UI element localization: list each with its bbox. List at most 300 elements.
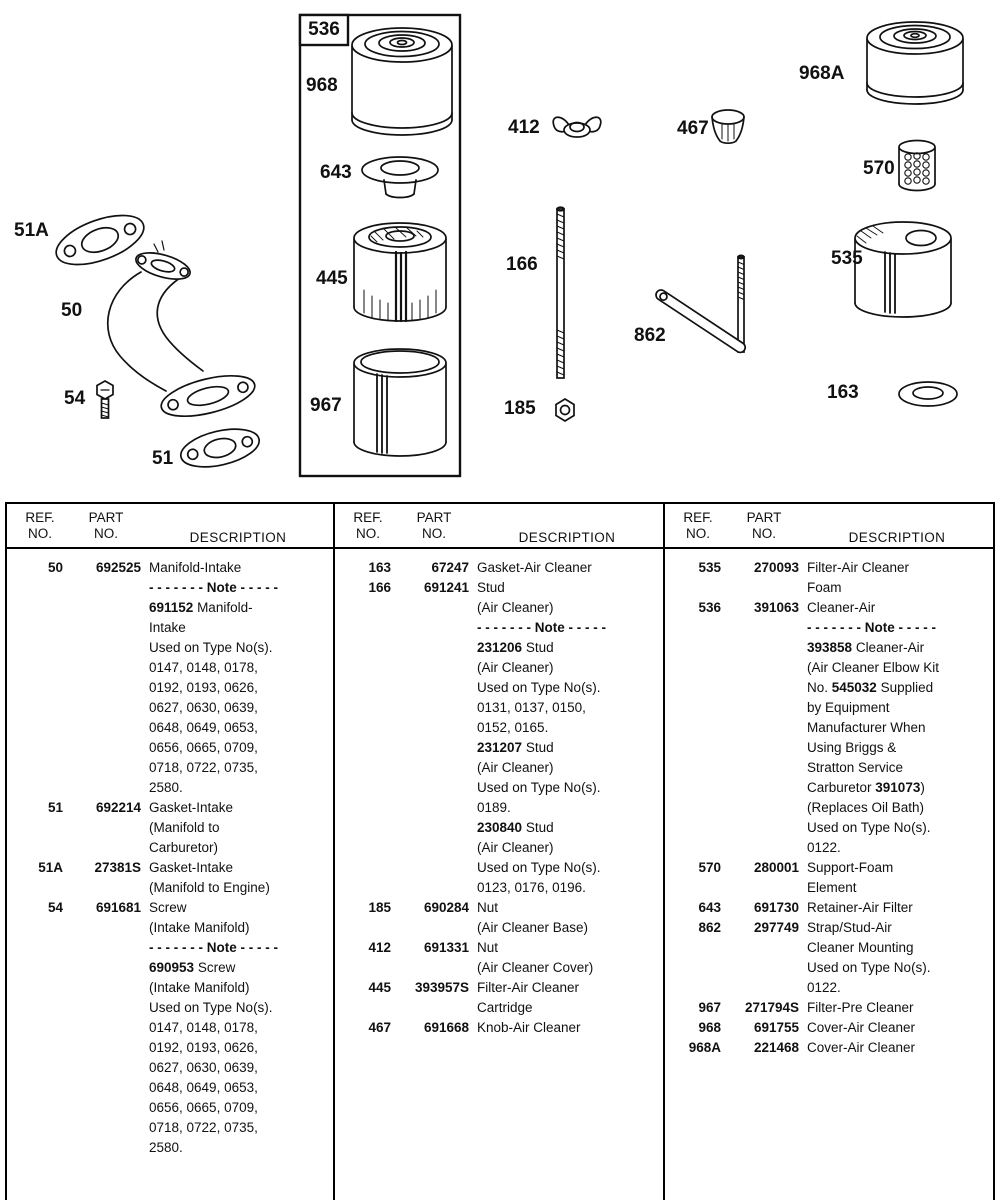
description-cell: Cleaner Mounting — [807, 940, 914, 955]
ref-no-cell — [675, 678, 721, 698]
description-cell: Screw — [149, 900, 187, 915]
ref-no-cell — [345, 638, 391, 658]
part-54-screw-drawing — [97, 381, 113, 418]
description-cell: (Intake Manifold) — [149, 980, 250, 995]
part-no-cell — [399, 658, 469, 678]
description-header: DESCRIPTION — [848, 530, 946, 545]
table-row — [665, 598, 993, 618]
part-no-cell — [729, 958, 799, 978]
ref-no-cell: 862 — [698, 920, 721, 935]
part-no-cell — [71, 598, 141, 618]
part-no-cell — [729, 798, 799, 818]
ref-no-cell — [17, 838, 63, 858]
description-cell: Used on Type No(s). — [807, 820, 931, 835]
ref-no-cell — [675, 618, 721, 638]
ref-no-cell — [675, 658, 721, 678]
part-no-cell — [71, 1038, 141, 1058]
table-row — [7, 798, 333, 818]
part-no-cell: 692214 — [95, 800, 141, 815]
description-cell: Filter-Air Cleaner — [807, 560, 910, 575]
callout-163: 163 — [827, 382, 859, 403]
ref-no-cell: 51 — [47, 800, 63, 815]
part-no-cell — [71, 1138, 141, 1158]
description-cell: 0648, 0649, 0653, — [149, 720, 258, 735]
ref-no-header: REF. NO. — [683, 510, 713, 541]
table-row — [665, 978, 993, 998]
table-row — [7, 898, 333, 918]
part-no-cell — [399, 998, 469, 1018]
description-cell: Cover-Air Cleaner — [807, 1040, 916, 1055]
description-cell: 231207 Stud — [477, 740, 554, 755]
table-row — [335, 838, 663, 858]
part-no-cell — [399, 718, 469, 738]
ref-no-cell: 467 — [368, 1020, 391, 1035]
part-no-cell — [71, 1098, 141, 1118]
description-cell: Used on Type No(s). — [149, 640, 273, 655]
description-cell: Foam — [807, 580, 842, 595]
ref-no-cell — [17, 998, 63, 1018]
description-cell: (Manifold to Engine) — [149, 880, 270, 895]
ref-no-cell — [17, 698, 63, 718]
ref-no-cell: 536 — [698, 600, 721, 615]
ref-no-cell — [17, 1038, 63, 1058]
part-no-cell — [399, 738, 469, 758]
ref-no-cell — [675, 838, 721, 858]
description-cell: Gasket-Intake — [149, 860, 234, 875]
description-cell: Cartridge — [477, 1000, 533, 1015]
part-no-cell — [71, 978, 141, 998]
ref-no-cell — [17, 598, 63, 618]
callout-467: 467 — [677, 118, 709, 139]
table-row — [335, 698, 663, 718]
description-cell: Filter-Air Cleaner — [477, 980, 580, 995]
callout-445: 445 — [316, 268, 348, 289]
description-cell: Carburetor) — [149, 840, 219, 855]
table-row — [7, 958, 333, 978]
callout-412: 412 — [508, 117, 540, 138]
part-467-knob-drawing — [712, 110, 744, 143]
callout-967: 967 — [310, 395, 342, 416]
part-no-cell — [71, 1078, 141, 1098]
part-166-stud-drawing — [557, 207, 564, 378]
table-row — [665, 778, 993, 798]
table-row — [665, 718, 993, 738]
ref-no-cell — [675, 978, 721, 998]
table-row — [335, 738, 663, 758]
ref-no-cell — [345, 618, 391, 638]
description-cell: Retainer-Air Filter — [807, 900, 913, 915]
ref-no-cell: 50 — [47, 560, 63, 575]
ref-no-cell: 535 — [698, 560, 721, 575]
description-cell: 0152, 0165. — [477, 720, 549, 735]
ref-no-cell: 968A — [688, 1040, 721, 1055]
table-row — [335, 598, 663, 618]
part-no-cell — [399, 818, 469, 838]
description-cell: (Air Cleaner) — [477, 840, 554, 855]
description-cell: 231206 Stud — [477, 640, 554, 655]
table-row — [335, 678, 663, 698]
table-row — [335, 638, 663, 658]
ref-no-cell: 54 — [47, 900, 63, 915]
table-row — [335, 778, 663, 798]
description-cell: (Air Cleaner) — [477, 660, 554, 675]
description-cell: 2580. — [149, 1140, 183, 1155]
description-cell: Cleaner-Air — [807, 600, 876, 615]
part-no-cell — [399, 838, 469, 858]
part-no-cell — [399, 598, 469, 618]
part-no-cell: 691730 — [753, 900, 799, 915]
table-row — [7, 618, 333, 638]
part-862-strap-drawing — [654, 255, 747, 354]
description-cell: - - - - - - - Note - - - - - — [807, 620, 936, 635]
part-no-cell — [71, 578, 141, 598]
ref-no-cell — [345, 798, 391, 818]
description-cell: 230840 Stud — [477, 820, 554, 835]
description-cell: 2580. — [149, 780, 183, 795]
table-row — [665, 818, 993, 838]
description-cell: (Air Cleaner) — [477, 760, 554, 775]
table-row — [7, 638, 333, 658]
part-no-cell — [71, 938, 141, 958]
part-no-cell: 67247 — [431, 560, 469, 575]
part-no-cell — [71, 638, 141, 658]
callout-968A: 968A — [799, 63, 845, 84]
ref-no-cell — [17, 1018, 63, 1038]
ref-no-cell — [17, 818, 63, 838]
description-cell: 0648, 0649, 0653, — [149, 1080, 258, 1095]
description-cell: (Air Cleaner) — [477, 600, 554, 615]
table-row — [665, 938, 993, 958]
ref-no-cell — [17, 1098, 63, 1118]
ref-no-cell — [675, 638, 721, 658]
table-row — [665, 1038, 993, 1058]
part-no-cell: 221468 — [753, 1040, 799, 1055]
part-no-cell — [729, 718, 799, 738]
part-no-cell — [71, 878, 141, 898]
part-no-cell — [71, 918, 141, 938]
table-row — [7, 818, 333, 838]
parts-table — [5, 502, 995, 1200]
table-column-2 — [335, 504, 665, 1200]
callout-535: 535 — [831, 248, 863, 269]
ref-no-cell — [345, 918, 391, 938]
ref-no-cell — [675, 958, 721, 978]
description-cell: Element — [807, 880, 857, 895]
table-row — [7, 878, 333, 898]
table-header — [665, 504, 993, 549]
ref-no-cell — [17, 678, 63, 698]
callout-536: 536 — [308, 19, 340, 40]
table-row — [7, 998, 333, 1018]
part-no-cell — [71, 1118, 141, 1138]
ref-no-cell — [345, 758, 391, 778]
table-row — [665, 898, 993, 918]
part-no-cell — [71, 838, 141, 858]
ref-no-cell — [17, 1138, 63, 1158]
callout-968: 968 — [306, 75, 338, 96]
ref-no-cell — [345, 658, 391, 678]
ref-no-cell — [345, 958, 391, 978]
part-no-cell — [729, 758, 799, 778]
part-no-cell: 690284 — [423, 900, 469, 915]
part-50-manifold-drawing — [108, 241, 259, 424]
description-cell: (Air Cleaner Elbow Kit — [807, 660, 940, 675]
table-row — [335, 998, 663, 1018]
description-cell: (Air Cleaner Cover) — [477, 960, 594, 975]
table-row — [7, 918, 333, 938]
description-cell: Manifold-Intake — [149, 560, 242, 575]
part-no-cell — [399, 798, 469, 818]
table-row — [665, 958, 993, 978]
callout-51: 51 — [152, 448, 174, 469]
ref-no-cell: 185 — [368, 900, 391, 915]
table-row — [7, 718, 333, 738]
part-412-wingnut-drawing — [553, 117, 601, 137]
table-row — [7, 558, 333, 578]
table-row — [335, 758, 663, 778]
description-cell: Used on Type No(s). — [807, 960, 931, 975]
part-570-support-drawing — [899, 141, 935, 191]
ref-no-cell: 968 — [698, 1020, 721, 1035]
description-cell: 0192, 0193, 0626, — [149, 1040, 258, 1055]
part-968-cover-drawing — [352, 28, 452, 135]
part-no-cell — [399, 858, 469, 878]
ref-no-cell — [345, 858, 391, 878]
ref-no-cell — [17, 878, 63, 898]
ref-no-cell — [345, 878, 391, 898]
ref-no-cell — [17, 1118, 63, 1138]
table-row — [7, 978, 333, 998]
table-row — [7, 858, 333, 878]
table-row — [665, 638, 993, 658]
part-no-cell — [729, 878, 799, 898]
ref-no-cell — [17, 1078, 63, 1098]
callout-862: 862 — [634, 325, 666, 346]
table-row — [665, 658, 993, 678]
description-cell: 0718, 0722, 0735, — [149, 760, 258, 775]
part-no-cell — [729, 738, 799, 758]
part-no-cell — [71, 758, 141, 778]
table-row — [665, 798, 993, 818]
part-445-cartridge-drawing — [354, 223, 446, 321]
part-no-cell — [729, 838, 799, 858]
ref-no-cell — [675, 718, 721, 738]
description-cell: Gasket-Intake — [149, 800, 234, 815]
part-no-cell — [399, 918, 469, 938]
ref-no-cell — [17, 938, 63, 958]
part-no-cell — [71, 738, 141, 758]
part-no-cell — [729, 938, 799, 958]
description-cell: 0131, 0137, 0150, — [477, 700, 586, 715]
part-no-cell — [729, 698, 799, 718]
ref-no-cell — [675, 578, 721, 598]
table-row — [335, 918, 663, 938]
ref-no-cell — [345, 598, 391, 618]
description-cell: Nut — [477, 940, 499, 955]
part-no-cell: 692525 — [95, 560, 141, 575]
part-no-cell — [71, 778, 141, 798]
table-row — [665, 998, 993, 1018]
table-row — [7, 1058, 333, 1078]
description-cell: No. 545032 Supplied — [807, 680, 934, 695]
table-row — [7, 1098, 333, 1118]
ref-no-cell — [345, 998, 391, 1018]
table-row — [665, 838, 993, 858]
table-row — [335, 958, 663, 978]
description-cell: Manufacturer When — [807, 720, 926, 735]
description-cell: 0627, 0630, 0639, — [149, 1060, 258, 1075]
part-no-cell — [71, 998, 141, 1018]
part-no-cell: 691681 — [95, 900, 141, 915]
ref-no-cell — [675, 878, 721, 898]
callout-50: 50 — [61, 300, 83, 321]
table-row — [7, 838, 333, 858]
ref-no-cell: 967 — [698, 1000, 721, 1015]
table-row — [335, 658, 663, 678]
description-header: DESCRIPTION — [518, 530, 616, 545]
ref-no-cell — [675, 758, 721, 778]
table-row — [335, 798, 663, 818]
ref-no-cell — [17, 738, 63, 758]
table-row — [335, 818, 663, 838]
table-row — [335, 978, 663, 998]
part-no-cell — [71, 818, 141, 838]
description-header: DESCRIPTION — [189, 530, 287, 545]
part-no-cell — [399, 778, 469, 798]
callout-185: 185 — [504, 398, 536, 419]
description-cell: Intake — [149, 620, 186, 635]
description-cell: (Replaces Oil Bath) — [807, 800, 925, 815]
table-row — [665, 758, 993, 778]
ref-no-cell — [345, 778, 391, 798]
description-cell: 0189. — [477, 800, 511, 815]
table-body-column-1 — [7, 549, 333, 1158]
ref-no-cell — [345, 738, 391, 758]
table-row — [335, 718, 663, 738]
part-no-cell: 691668 — [423, 1020, 469, 1035]
part-no-cell — [71, 618, 141, 638]
description-cell: Strap/Stud-Air — [807, 920, 892, 935]
description-cell: - - - - - - - Note - - - - - — [149, 940, 278, 955]
description-cell: - - - - - - - Note - - - - - — [477, 620, 606, 635]
ref-no-cell — [17, 618, 63, 638]
ref-no-cell — [17, 718, 63, 738]
part-no-cell: 280001 — [753, 860, 799, 875]
description-cell: 691152 Manifold- — [149, 600, 253, 615]
part-no-header: PART NO. — [88, 510, 124, 541]
part-no-cell — [71, 698, 141, 718]
part-no-cell — [729, 678, 799, 698]
part-no-cell: 297749 — [753, 920, 799, 935]
table-row — [665, 1018, 993, 1038]
part-967-precleaner-drawing — [354, 349, 446, 456]
part-no-cell — [71, 658, 141, 678]
description-cell: 0656, 0665, 0709, — [149, 740, 258, 755]
ref-no-cell — [675, 818, 721, 838]
table-row — [665, 918, 993, 938]
ref-no-cell — [345, 818, 391, 838]
ref-no-cell — [17, 778, 63, 798]
table-column-3 — [665, 504, 995, 1200]
table-row — [665, 558, 993, 578]
part-no-cell — [729, 978, 799, 998]
part-no-cell — [399, 618, 469, 638]
ref-no-cell: 166 — [368, 580, 391, 595]
description-cell: Nut — [477, 900, 499, 915]
description-cell: 690953 Screw — [149, 960, 236, 975]
description-cell: 0627, 0630, 0639, — [149, 700, 258, 715]
part-no-cell: 391063 — [753, 600, 799, 615]
part-no-cell: 691241 — [423, 580, 469, 595]
table-row — [7, 778, 333, 798]
table-row — [7, 738, 333, 758]
part-no-header: PART NO. — [416, 510, 452, 541]
ref-no-cell — [17, 658, 63, 678]
description-cell: Using Briggs & — [807, 740, 897, 755]
table-column-1 — [5, 504, 335, 1200]
table-row — [7, 698, 333, 718]
ref-no-cell: 643 — [698, 900, 721, 915]
description-cell: by Equipment — [807, 700, 890, 715]
part-no-header: PART NO. — [746, 510, 782, 541]
table-row — [7, 938, 333, 958]
part-no-cell — [71, 1018, 141, 1038]
part-no-cell — [71, 678, 141, 698]
table-row — [7, 678, 333, 698]
description-cell: Stud — [477, 580, 505, 595]
part-no-cell — [71, 718, 141, 738]
table-row — [335, 878, 663, 898]
table-row — [335, 1018, 663, 1038]
part-no-cell: 27381S — [94, 860, 141, 875]
ref-no-cell: 412 — [368, 940, 391, 955]
description-cell: Used on Type No(s). — [477, 680, 601, 695]
table-row — [7, 1018, 333, 1038]
ref-no-cell — [17, 758, 63, 778]
table-body-column-3 — [665, 549, 993, 1058]
ref-no-cell — [345, 678, 391, 698]
description-cell: Used on Type No(s). — [477, 780, 601, 795]
part-51a-gasket-drawing — [50, 205, 150, 274]
part-no-cell — [399, 638, 469, 658]
description-cell: Used on Type No(s). — [477, 860, 601, 875]
description-cell: - - - - - - - Note - - - - - — [149, 580, 278, 595]
table-header — [335, 504, 663, 549]
table-row — [335, 938, 663, 958]
callout-51A: 51A — [14, 220, 49, 241]
table-row — [335, 898, 663, 918]
ref-no-cell — [17, 1058, 63, 1078]
part-no-cell — [729, 578, 799, 598]
part-no-cell: 393957S — [414, 980, 469, 995]
part-968a-cover-drawing — [867, 22, 963, 104]
ref-no-cell — [675, 778, 721, 798]
table-row — [7, 1078, 333, 1098]
part-163-gasket-drawing — [899, 382, 957, 406]
table-row — [7, 758, 333, 778]
part-no-cell — [71, 1058, 141, 1078]
ref-no-cell: 51A — [38, 860, 63, 875]
description-cell: 0122. — [807, 840, 841, 855]
part-no-cell: 691331 — [423, 940, 469, 955]
description-cell: Knob-Air Cleaner — [477, 1020, 581, 1035]
description-cell: 0122. — [807, 980, 841, 995]
part-no-cell: 691755 — [753, 1020, 799, 1035]
part-no-cell — [399, 878, 469, 898]
part-no-cell — [399, 698, 469, 718]
description-cell: Gasket-Air Cleaner — [477, 560, 592, 575]
ref-no-cell — [345, 698, 391, 718]
